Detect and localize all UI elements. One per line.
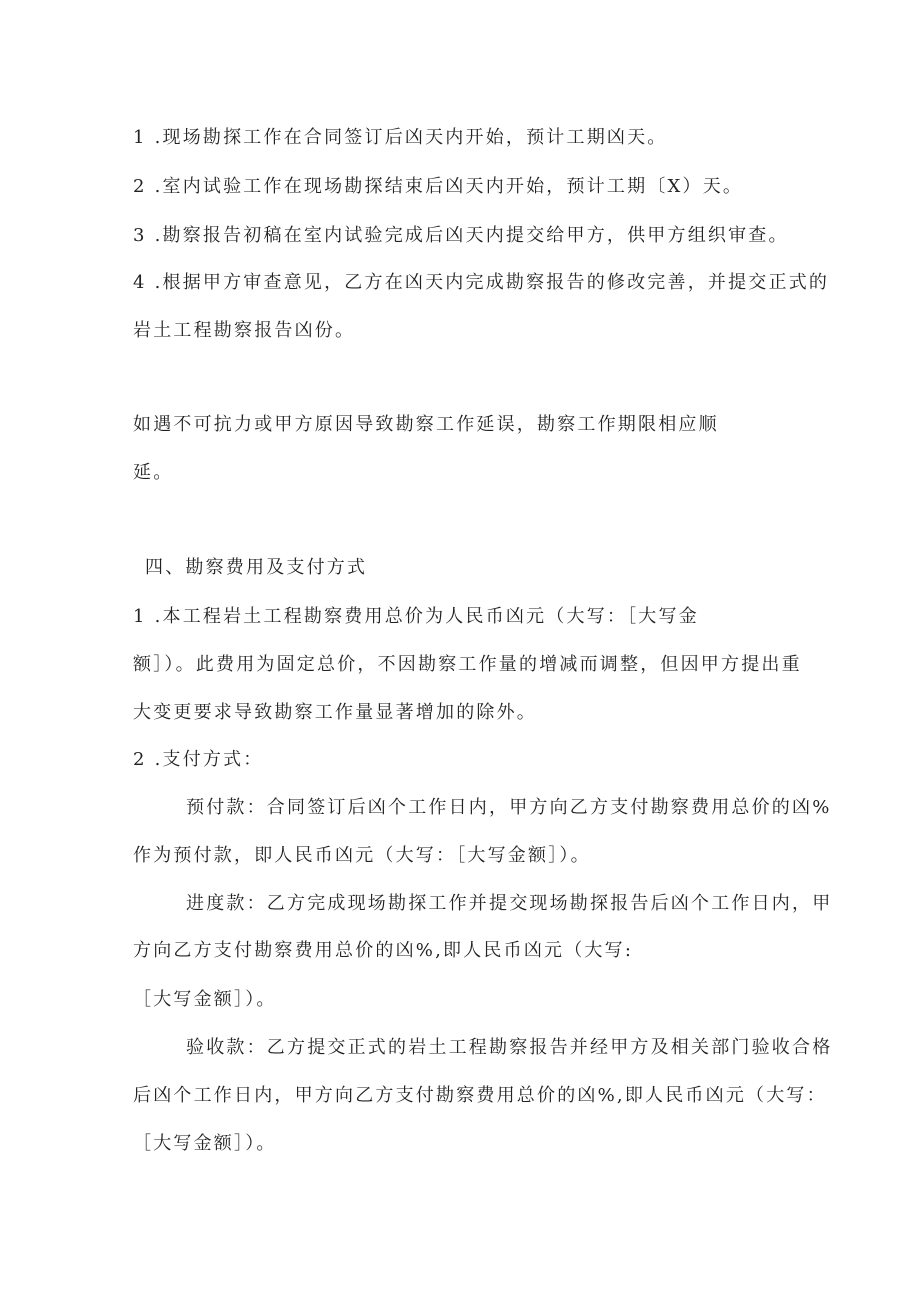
fee-item-1: 1 .本工程岩土工程勘察费用总价为人民币凶元（大写：［大写金 [133, 606, 699, 627]
fee-item-1-cont: 额］）。此费用为固定总价，不因勘察工作量的增减而调整，但因甲方提出重 [133, 654, 802, 675]
progress-payment-cont: 方向乙方支付勘察费用总价的凶%,即人民币凶元（大写: [133, 940, 634, 961]
schedule-item-4: 4 .根据甲方审查意见，乙方在凶天内完成勘察报告的修改完善，并提交正式的 [133, 272, 830, 293]
schedule-item-3: 3 .勘察报告初稿在室内试验完成后凶天内提交给甲方，供甲方组织审查。 [133, 225, 789, 246]
advance-payment-cont: 作为预付款，即人民币凶元（大写：［大写金额］）。 [133, 845, 591, 866]
payment-heading: 2 .支付方式： [133, 749, 264, 770]
acceptance-payment-cont: 后凶个工作日内，甲方向乙方支付勘察费用总价的凶%,即人民币凶元（大写： [133, 1085, 827, 1106]
schedule-item-4-cont: 岩土工程勘察报告凶份。 [133, 320, 356, 341]
delay-clause-cont: 延。 [133, 462, 174, 483]
acceptance-payment: 验收款：乙方提交正式的岩土工程勘察报告并经甲方及相关部门验收合格 [186, 1037, 833, 1058]
schedule-item-1: 1 .现场勘探工作在合同签订后凶天内开始，预计工期凶天。 [133, 127, 668, 148]
delay-clause: 如遇不可抗力或甲方原因导致勘察工作延误，勘察工作期限相应顺 [133, 414, 719, 435]
acceptance-payment-cont2: ［大写金额］）。 [133, 1133, 277, 1154]
progress-payment: 进度款：乙方完成现场勘探工作并提交现场勘探报告后凶个工作日内，甲 [186, 893, 833, 914]
schedule-item-2: 2 .室内试验工作在现场勘探结束后凶天内开始，预计工期〔X）天。 [133, 176, 744, 197]
progress-payment-cont2: ［大写金额］）。 [133, 989, 277, 1010]
fee-item-1-cont2: 大变更要求导致勘察工作量显著增加的除外。 [133, 702, 537, 723]
section-heading: 四、勘察费用及支付方式 [145, 557, 368, 578]
advance-payment: 预付款：合同签订后凶个工作日内，甲方向乙方支付勘察费用总价的凶% [186, 797, 832, 818]
